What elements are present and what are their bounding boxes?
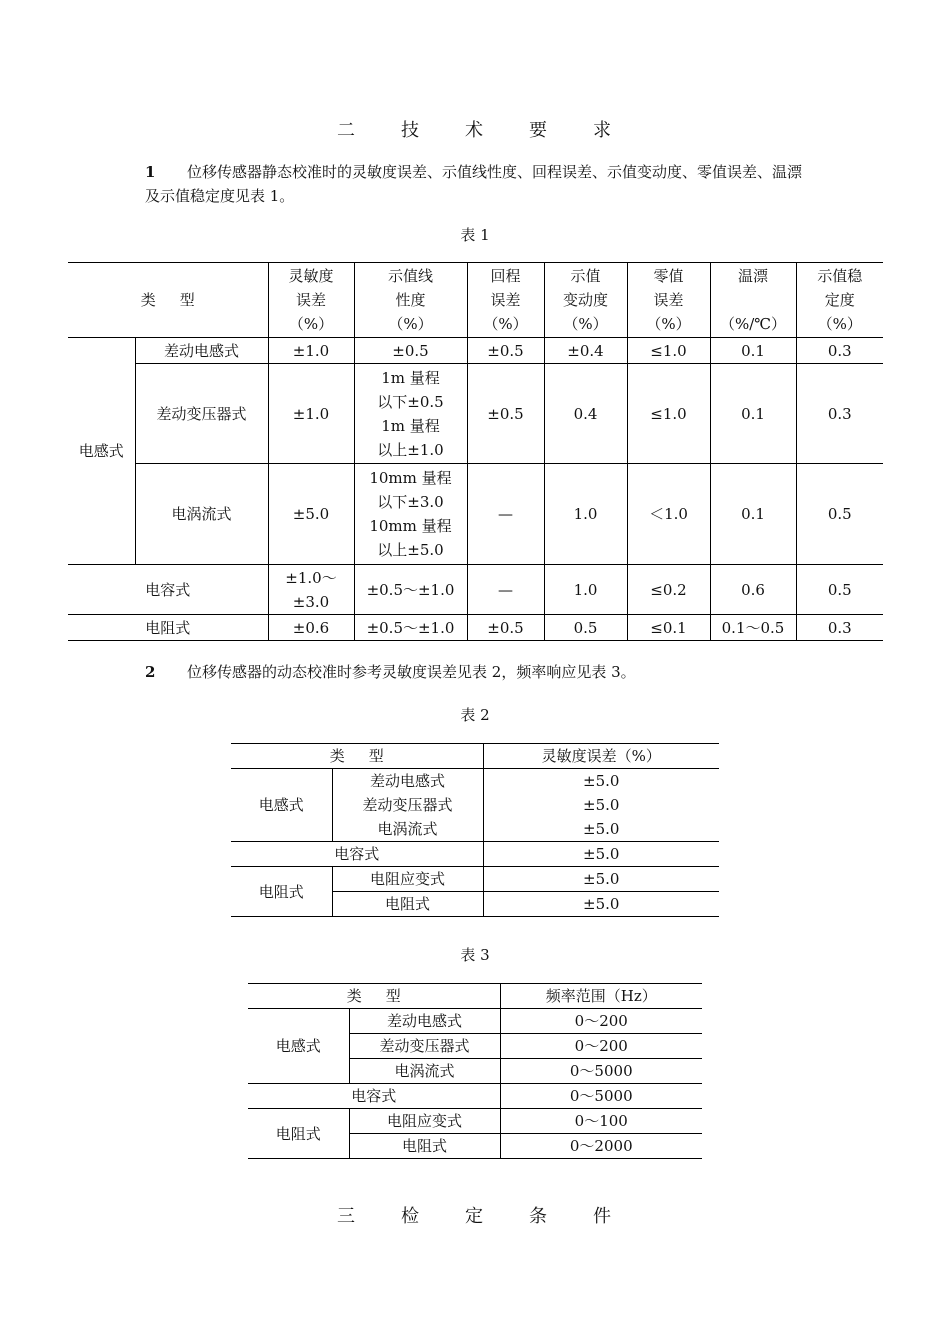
table-header-row [68, 263, 883, 338]
table2-caption: 表 2 [460, 706, 490, 724]
table-row [231, 842, 719, 867]
cell: 0.3 [796, 615, 883, 641]
paragraph-text: 位移传感器静态校准时的灵敏度误差、示值线性度、回程误差、示值变动度、零值误差、温漂及示值稳定度见表 1。 [145, 163, 803, 205]
cell: 0.3 [796, 364, 883, 464]
paragraph-number: 1 [145, 163, 156, 181]
row-type: 电涡流式 [135, 464, 268, 565]
table-header-row [231, 744, 719, 769]
cell: ±0.5 [467, 615, 544, 641]
cell: 0.5 [796, 565, 883, 615]
paragraph-2 [145, 660, 815, 684]
col-header-zero-error: 零值 误差 （%） [627, 263, 710, 338]
cell: ≤1.0 [627, 364, 710, 464]
cell: 1.0 [544, 565, 627, 615]
heading-char: 三 [337, 1206, 357, 1227]
col-header-hysteresis: 回程 误差 （%） [467, 263, 544, 338]
heading-char: 技 [401, 120, 421, 141]
cell: 0～200 [500, 1034, 702, 1059]
table-row [248, 1009, 702, 1034]
table-row [248, 1084, 702, 1109]
cell: ＜1.0 [627, 464, 710, 565]
cell: 10mm 量程 以下±3.0 10mm 量程 以上±5.0 [354, 464, 467, 565]
table-header-row [248, 984, 702, 1009]
type-header: 类 型 [231, 744, 483, 769]
cell: ±1.0 [268, 338, 354, 364]
cell: ±5.0 [268, 464, 354, 565]
cell: ±5.0 [483, 842, 719, 867]
table-3 [248, 983, 702, 1159]
cell: ±0.5～±1.0 [354, 565, 467, 615]
group-resistive: 电阻式 [248, 1109, 349, 1159]
col-header-linearity: 示值线 性度 （%） [354, 263, 467, 338]
cell: — [467, 565, 544, 615]
cell: 0.6 [710, 565, 796, 615]
row-type: 电阻式 [349, 1134, 500, 1159]
row-type: 差动变压器式 [349, 1034, 500, 1059]
heading-char: 检 [401, 1206, 421, 1227]
row-type: 电涡流式 [332, 817, 483, 842]
cell: 0～5000 [500, 1059, 702, 1084]
cell: 0.1～0.5 [710, 615, 796, 641]
table-row [68, 565, 883, 615]
group-resistive: 电阻式 [231, 867, 332, 917]
heading-char: 件 [593, 1206, 613, 1227]
row-type: 差动电感式 [332, 769, 483, 794]
section-heading-conditions [0, 1202, 950, 1228]
cell: ±0.5 [467, 364, 544, 464]
row-type: 电涡流式 [349, 1059, 500, 1084]
heading-char: 定 [465, 1206, 485, 1227]
table-row [68, 464, 883, 565]
cell: 0.5 [796, 464, 883, 565]
cell: 0.1 [710, 364, 796, 464]
value-header: 频率范围（Hz） [500, 984, 702, 1009]
cell: ±5.0 [483, 817, 719, 842]
paragraph-text: 位移传感器的动态校准时参考灵敏度误差见表 2，频率响应见表 3。 [187, 663, 636, 681]
cell: ≤1.0 [627, 338, 710, 364]
table-row [231, 769, 719, 794]
row-type: 电阻式 [68, 615, 268, 641]
col-header-repeatability: 示值 变动度 （%） [544, 263, 627, 338]
table-row [248, 1109, 702, 1134]
col-header-stability: 示值稳 定度 （%） [796, 263, 883, 338]
group-inductive: 电感式 [248, 1009, 349, 1084]
cell: ±1.0～ ±3.0 [268, 565, 354, 615]
cell: 0～100 [500, 1109, 702, 1134]
cell: ±5.0 [483, 867, 719, 892]
group-inductive: 电感式 [231, 769, 332, 842]
cell: ±5.0 [583, 796, 620, 814]
table-2 [231, 743, 719, 917]
row-type: 差动电感式 [135, 338, 268, 364]
section-heading-requirements [0, 116, 950, 142]
col-header-drift: 温漂 （%/℃） [710, 263, 796, 338]
cell: 0.4 [544, 364, 627, 464]
cell: 0.5 [544, 615, 627, 641]
cell: ±0.6 [268, 615, 354, 641]
row-type: 电阻应变式 [332, 867, 483, 892]
table-row [231, 867, 719, 892]
heading-char: 要 [529, 120, 549, 141]
cell: 0.3 [796, 338, 883, 364]
cell: ±0.5～±1.0 [354, 615, 467, 641]
table1-caption: 表 1 [460, 226, 490, 244]
cell: ±1.0 [268, 364, 354, 464]
paragraph-number: 2 [145, 663, 156, 681]
cell: ±5.0 [483, 892, 719, 917]
row-type: 电容式 [231, 842, 483, 867]
cell: 0.1 [710, 464, 796, 565]
cell: 0～5000 [500, 1084, 702, 1109]
table-1 [68, 262, 883, 641]
value-header: 灵敏度误差（%） [483, 744, 719, 769]
row-type: 差动电感式 [349, 1009, 500, 1034]
row-type: 电阻应变式 [349, 1109, 500, 1134]
cell: ±0.5 [467, 338, 544, 364]
cell: 1.0 [544, 464, 627, 565]
type-header: 类 型 [68, 263, 268, 338]
cell: 1m 量程 以下±0.5 1m 量程 以上±1.0 [354, 364, 467, 464]
cell: 0.1 [710, 338, 796, 364]
row-type: 差动变压器式 [135, 364, 268, 464]
cell: ±0.5 [354, 338, 467, 364]
table-row [68, 615, 883, 641]
table-row [68, 338, 883, 364]
heading-char: 条 [529, 1206, 549, 1227]
heading-char: 二 [337, 120, 357, 141]
paragraph-1 [145, 160, 815, 208]
cell: — [467, 464, 544, 565]
cell: ≤0.2 [627, 565, 710, 615]
row-type: 差动变压器式 [332, 793, 483, 817]
cell: 0～2000 [500, 1134, 702, 1159]
type-header: 类 型 [248, 984, 500, 1009]
row-type: 电容式 [248, 1084, 500, 1109]
row-type: 电容式 [68, 565, 268, 615]
cell: ±0.4 [544, 338, 627, 364]
cell: ≤0.1 [627, 615, 710, 641]
heading-char: 求 [593, 120, 613, 141]
group-inductive: 电感式 [68, 338, 135, 565]
cell: ±5.0 [483, 769, 719, 794]
cell: 0～200 [500, 1009, 702, 1034]
row-type: 电阻式 [332, 892, 483, 917]
col-header-sensitivity: 灵敏度 误差 （%） [268, 263, 354, 338]
table-row [68, 364, 883, 464]
table3-caption: 表 3 [460, 946, 490, 964]
heading-char: 术 [465, 120, 485, 141]
